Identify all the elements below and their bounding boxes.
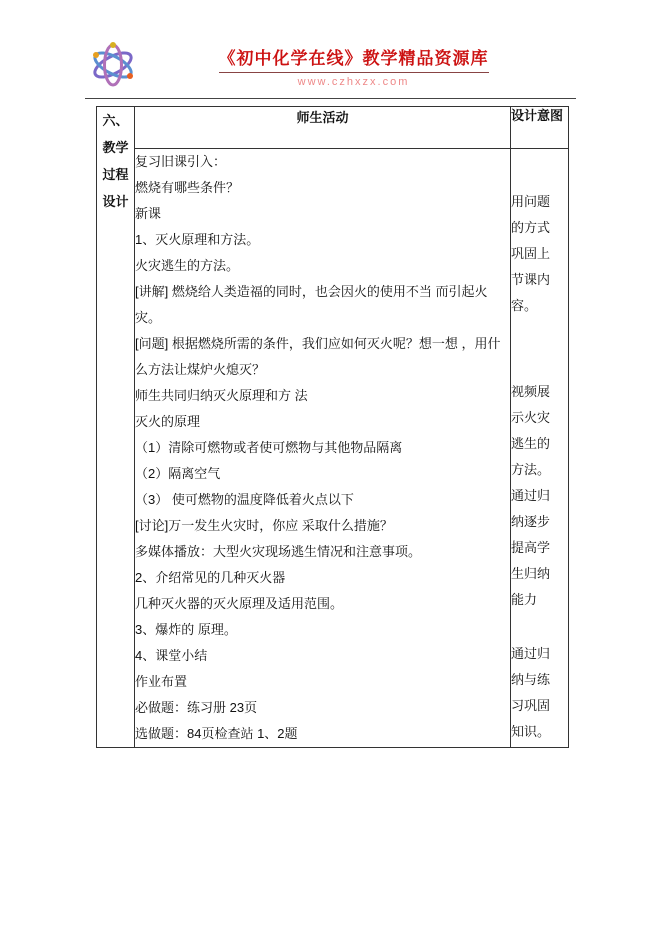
activity-line: [讲解] 燃烧给人类造福的同时，也会因火的使用不当 而引起火灾。 — [135, 284, 488, 325]
lesson-plan-table — [96, 106, 569, 748]
activity-line: 火灾逃生的方法。 — [135, 258, 240, 273]
activity-line: （2）隔离空气 — [135, 466, 221, 481]
activity-line: 灭火的原理 — [135, 414, 201, 429]
activity-line: 新课 — [135, 206, 162, 221]
activity-line: 几种灭火器的灭火原理及适用范围。 — [135, 596, 344, 611]
activity-line: [讨论]万一发生火灾时，你应 采取什么措施？ — [135, 518, 393, 533]
atom-logo-icon — [87, 40, 139, 90]
activity-line: 多媒体播放：大型火灾现场逃生情况和注意事项。 — [135, 544, 422, 559]
intent-list — [511, 189, 568, 745]
site-url: www.czhxzx.com — [297, 76, 410, 88]
activity-line: 2、介绍常见的几种灭火器 — [135, 570, 286, 585]
page — [85, 0, 576, 748]
intent-header: 设计意图 — [511, 107, 569, 149]
activities-list — [135, 149, 510, 747]
activities-cell — [135, 149, 511, 748]
site-header — [85, 44, 576, 94]
intent-block: 用问题的方式巩固上节课内容。 — [511, 194, 551, 313]
activity-line: 作业布置 — [135, 674, 188, 689]
activity-line: 师生共同归纳灭火原理和方 法 — [135, 388, 308, 403]
activity-line: 选做题：84页检查站 1、2题 — [135, 726, 298, 741]
site-title: 《初中化学在线》教学精品资源库 — [219, 44, 489, 73]
header-divider — [85, 98, 576, 99]
activity-line: 4、课堂小结 — [135, 648, 208, 663]
activity-line: 复习旧课引入： — [135, 154, 227, 169]
table-body-row — [97, 149, 569, 748]
activity-line: [问题] 根据燃烧所需的条件，我们应如何灭火呢？想一想 ，用什么方法让煤炉火熄灭？ — [135, 336, 501, 377]
section-label: 六、教学过程设计 — [102, 113, 129, 209]
activity-line: 燃烧有哪些条件？ — [135, 180, 240, 195]
section-label-cell — [97, 107, 135, 748]
activity-line: （3） 使可燃物的温度降低着火点以下 — [135, 492, 354, 507]
intent-block: 视频展示火灾逃生的方法。通过归纳逐步提高学生归纳能力 — [511, 384, 551, 607]
activity-line: 3、爆炸的 原理。 — [135, 622, 237, 637]
table-header-row — [97, 107, 569, 149]
activity-line: （1）清除可燃物或者使可燃物与其他物品隔离 — [135, 440, 403, 455]
intent-cell — [511, 149, 569, 748]
activity-line: 1、灭火原理和方法。 — [135, 232, 260, 247]
activity-line: 必做题：练习册 23页 — [135, 700, 258, 715]
activities-header: 师生活动 — [135, 107, 511, 149]
header-titles — [85, 44, 576, 88]
intent-block: 通过归纳与练习巩固知识。 — [511, 646, 551, 739]
